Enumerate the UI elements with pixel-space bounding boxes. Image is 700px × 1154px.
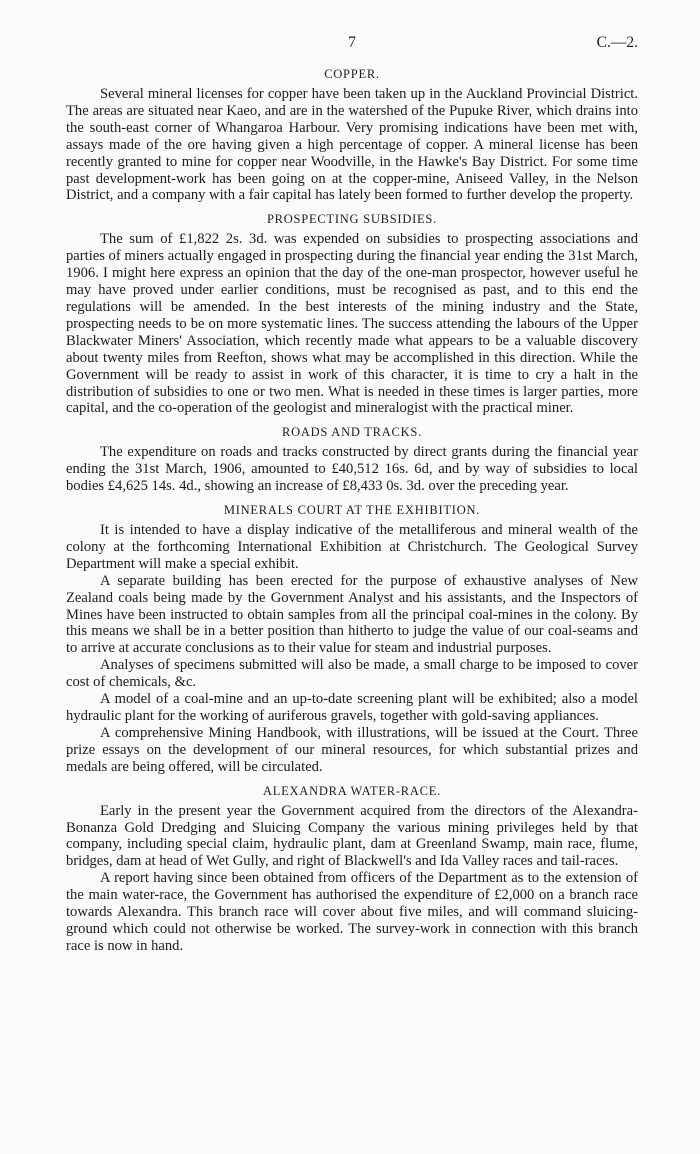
section [66,783,638,955]
section-heading: COPPER. [324,67,380,81]
paragraph: Early in the present year the Government acquired from the directors of the Alexandra-Bonanza Gold Dredging and Sluicing Company the various mining privileges held by that company, including special claim, hydraulic plant, dam at Greenland Swamp, main race, flume, bridges, dam at head of Wet Gully, and right of Blackwell's and Ida Valley races and tail-races. [66,802,638,870]
page-header [66,34,638,58]
section [66,211,638,417]
section-heading: ROADS AND TRACKS. [282,425,422,440]
paragraph: A report having since been obtained from officers of the Department as to the extension of the main water-race, the Government has authorised the expenditure of £2,000 on a branch race towards Alexandra. This branch race will cover about five miles, and will command sluicing-ground which could not otherwise be worked. The survey-work in connection with this branch race is now in hand. [66,870,638,954]
paragraph: Analyses of specimens submitted will also be made, a small charge to be imposed to cover cost of chemicals, &c. [66,657,638,691]
section [66,502,638,776]
document-body [66,66,638,962]
paragraph: A model of a coal-mine and an up-to-date screening plant will be exhibited; also a model hydraulic plant for the working of auriferous gravels, together with gold-saving appliances. [66,691,638,724]
section-heading: MINERALS COURT AT THE EXHIBITION. [223,503,481,518]
paragraph: A separate building has been erected for the purpose of exhaustive analyses of New Zealand coals being made by the Government Analyst and his assistants, and the Inspectors of Mines have been instructed to obtain samples from all the principal coal-mines in the colony. By this means we shall be in a better position than hitherto to judge the value of our coal-seams and to arrive at accurate conclusions as to their value for steam and industrial purposes. [66,572,638,657]
paragraph: The sum of £1,822 2s. 3d. was expended on subsidies to prospecting associations and parties of miners actually engaged in prospecting during the financial year ending the 31st March, 1906. I might here express an opinion that the day of the one-man prospector, however useful he may have proved under earlier conditions, must be recognised as past, and to this end the regulations will be amended. In the best interests of the mining industry and the State, prospecting needs to be on more systematic lines. The success attending the labours of the Upper Blackwater Miners' Association, which recently made what appears to be a valuable discovery about twenty miles from Reefton, shows what may be accomplished in this direction. While the Government will be ready to assist in work of this character, it is time to cry a halt in the distribution of subsidies to one or two men. What is needed in these times is larger parties, more capital, and the co-operation of the geologist and mineralogist with the practical miner. [66,231,638,417]
paragraph: It is intended to have a display indicative of the metalliferous and mineral wealth of the colony at the forthcoming International Exhibition at Christchurch. The Geological Survey Department will make a special exhibit. [66,522,638,572]
paragraph: A comprehensive Mining Handbook, with illustrations, will be issued at the Court. Three prize essays on the development of our mineral resources, for which substantial prizes and medals are being offered, will be circulated. [66,724,638,775]
section-heading: ALEXANDRA WATER-RACE. [262,783,442,798]
section-heading: PROSPECTING SUBSIDIES. [266,212,437,227]
paragraph: Several mineral licenses for copper have been taken up in the Auckland Provincial District. The areas are situated near Kaeo, and are in the watershed of the Pupuke River, which drains into the south-east corner of Whangaroa Harbour. Very promising indications have been met with, assays made of the ore having given a high percentage of copper. A mineral license has been recently granted to mine for copper near Woodville, in the Hawke's Bay District. For some time past development-work has been going on at the copper-mine, Aniseed Valley, in the Nelson District, and a company with a fair capital has lately been formed to further develop the property. [66,86,638,204]
document-code: C.—2. [596,34,638,51]
paragraph: The expenditure on roads and tracks constructed by direct grants during the financial year ending the 31st March, 1906, amounted to £40,512 16s. 6d, and by way of subsidies to local bodies £4,625 14s. 4d., showing an increase of £8,433 0s. 3d. over the preceding year. [66,444,638,495]
page-number: 7 [348,34,356,51]
section [66,66,638,204]
section [66,424,638,495]
